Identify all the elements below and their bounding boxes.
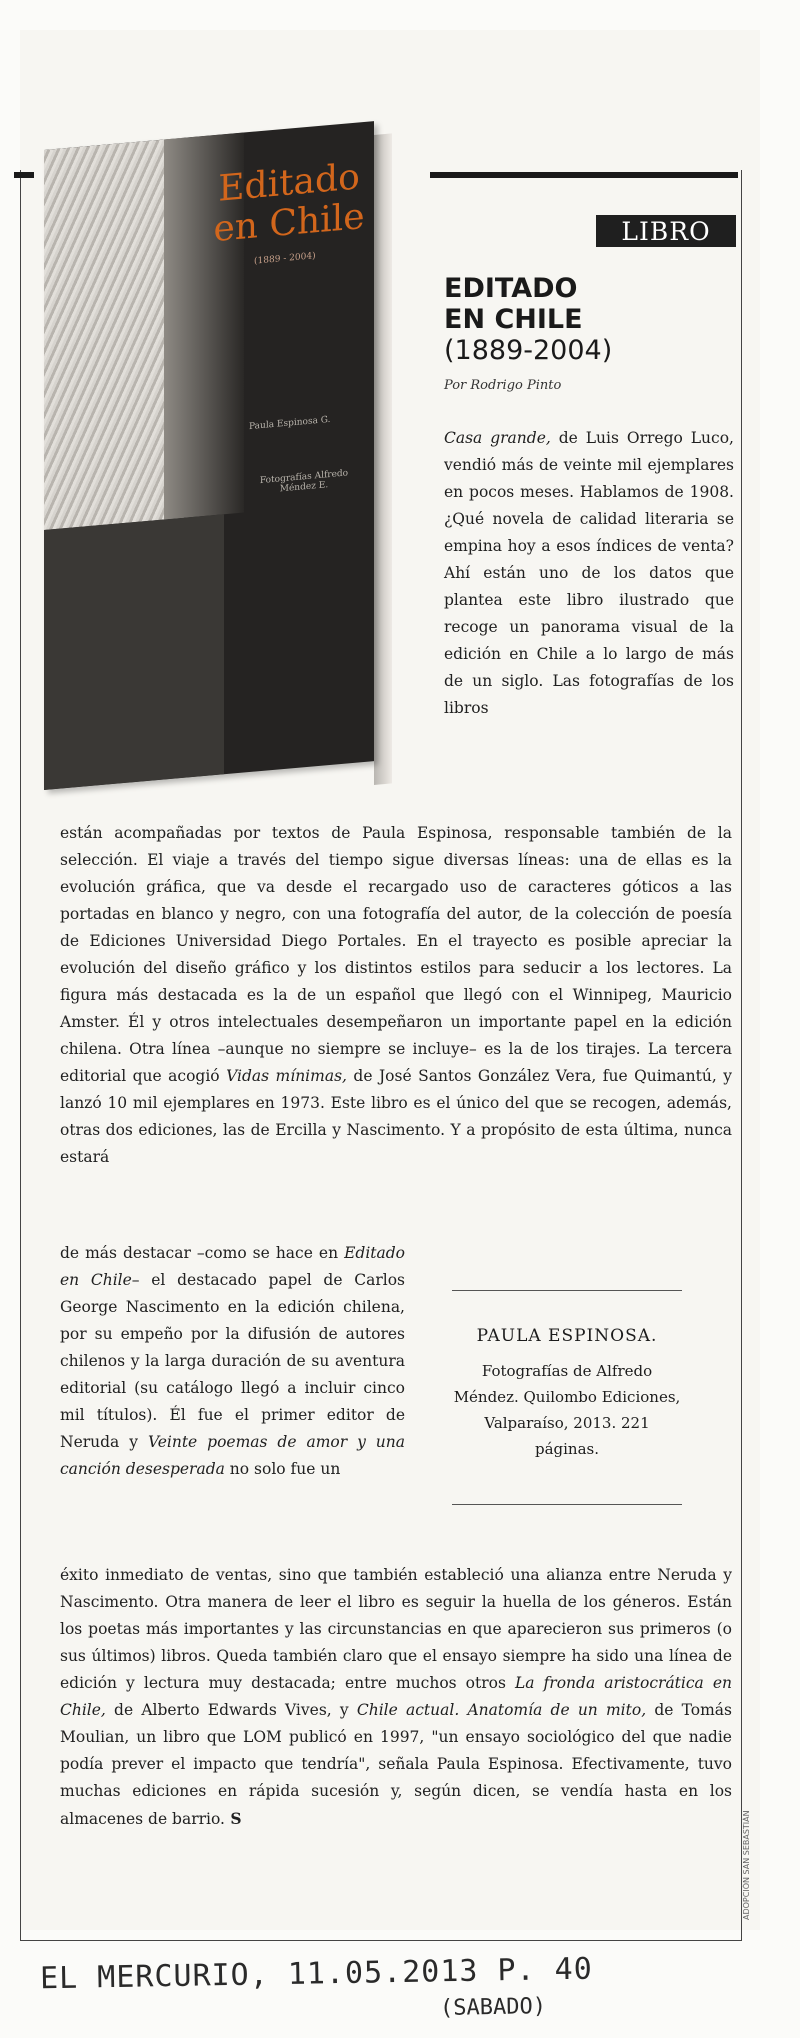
- body-paragraph: [444, 425, 734, 722]
- body-text: no solo fue un: [224, 1460, 341, 1478]
- body-text: de más destacar –como se hace en: [60, 1244, 345, 1262]
- body-italic: Veinte poemas de amor y una canción desesperada: [60, 1433, 405, 1478]
- body-column-right: [444, 425, 734, 722]
- body-column-bottom: [60, 1562, 732, 1833]
- headline: [444, 273, 734, 335]
- body-paragraph: [60, 1240, 405, 1483]
- handwritten-annotation-day: (SABADO): [439, 1994, 547, 2021]
- book-cover-author: Paula Espinosa G.: [249, 414, 331, 433]
- top-rule: [430, 172, 738, 178]
- body-paragraph: [60, 820, 732, 1171]
- book-cover-editor: Fotografías Alfredo Méndez E.: [259, 468, 349, 495]
- headline-line2: EN CHILE: [444, 304, 583, 335]
- body-italic: La fronda aristocrática en Chile,: [60, 1674, 732, 1719]
- body-text: éxito inmediato de ventas, sino que también estableció una alianza entre Neruda y Nascimento. Otra manera de leer el libro es seguir la huella de los géneros. Están los poetas más importantes y las circunstancias en que aparecieron sus primeros (o sus últimos) libros. Queda también claro que el ensayo siempre ha sido una línea de edición y lectura muy destacada; entre muchos otros: [60, 1566, 732, 1692]
- body-italic: Editado en Chile: [60, 1244, 405, 1289]
- body-column-full: [60, 820, 732, 1171]
- body-text: de Tomás Moulian, un libro que LOM publicó en 1997, "un ensayo sociológico del que nadie podía prever el impacto que tendría", señala Paula Espinosa. Efectivamente, tuvo muchas ediciones en rápida sucesión y, según dicen, se vendía hasta en los almacenes de barrio.: [60, 1701, 732, 1828]
- side-credit: ADOPCIÓN SAN SEBASTIÁN: [742, 1810, 751, 1920]
- body-text: – el destacado papel de Carlos George Nascimento en la edición chilena, por su empeño por la difusión de autores chilenos y la larga duración de su aventura editorial (su catálogo llegó a incluir cinco mil títulos). Él fue el primer editor de Neruda y: [60, 1271, 405, 1451]
- end-mark: S: [224, 1809, 242, 1828]
- byline: Por Rodrigo Pinto: [444, 378, 562, 393]
- body-text: de José Santos González Vera, fue Quimantú, y lanzó 10 mil ejemplares en 1973. Este libro es el único del que se recogen, además, otras dos ediciones, las de Ercilla y Nascimento. Y a propósito de esta última, nunca estará: [60, 1067, 732, 1166]
- book-info-box: [452, 1290, 682, 1505]
- info-rule-top: [452, 1290, 682, 1291]
- body-italic: Chile actual. Anatomía de un mito,: [356, 1701, 647, 1719]
- body-paragraph: [60, 1562, 732, 1833]
- info-author: PAULA ESPINOSA.: [476, 1326, 658, 1346]
- handwritten-annotation: EL MERCURIO, 11.05.2013 P. 40: [39, 1951, 594, 1997]
- body-italic: Casa grande,: [444, 429, 551, 447]
- book-cover-years: (1889 - 2004): [254, 251, 316, 267]
- body-text: están acompañadas por textos de Paula Espinosa, responsable también de la selección. El viaje a través del tiempo sigue diversas líneas: una de ellas es la evolución gráfica, que va desde el recargado uso de caracteres góticos a las portadas en blanco y negro, con una fotografía del autor, de la colección de poesía de Ediciones Universidad Diego Portales. En el trayecto es posible apreciar la evolución del diseño gráfico y los distintos estilos para seducir a los lectores. La figura más destacada es la de un español que llegó con el Winnipeg, Mauricio Amster. Él y otros intelectuales desempeñaron un importante papel en la edición chilena. Otra línea –aunque no siempre se incluye– es la de los tirajes. La tercera editorial que acogió: [60, 824, 732, 1085]
- section-tag: LIBRO: [596, 215, 736, 247]
- body-italic: Vidas mínimas,: [226, 1067, 347, 1085]
- info-details: Fotografías de Alfredo Méndez. Quilombo Ediciones, Valparaíso, 2013. 221 páginas.: [453, 1362, 681, 1458]
- book-cover-title: Editado en Chile: [213, 156, 365, 251]
- body-text: de Luis Orrego Luco, vendió más de veinte mil ejemplares en pocos meses. Hablamos de 1908. ¿Qué novela de calidad literaria se empina hoy a esos índices de venta? Ahí están uno de los datos que plantea este libro ilustrado que recoge un panorama visual de la edición en Chile a lo largo de más de un siglo. Las fotografías de los libros: [444, 429, 734, 717]
- body-text: de Alberto Edwards Vives, y: [105, 1701, 357, 1719]
- headline-line1: EDITADO: [444, 273, 578, 304]
- corner-mark: [14, 172, 34, 178]
- info-rule-bottom: [452, 1504, 682, 1505]
- body-column-left: [60, 1240, 405, 1483]
- headline-years: (1889-2004): [444, 335, 613, 366]
